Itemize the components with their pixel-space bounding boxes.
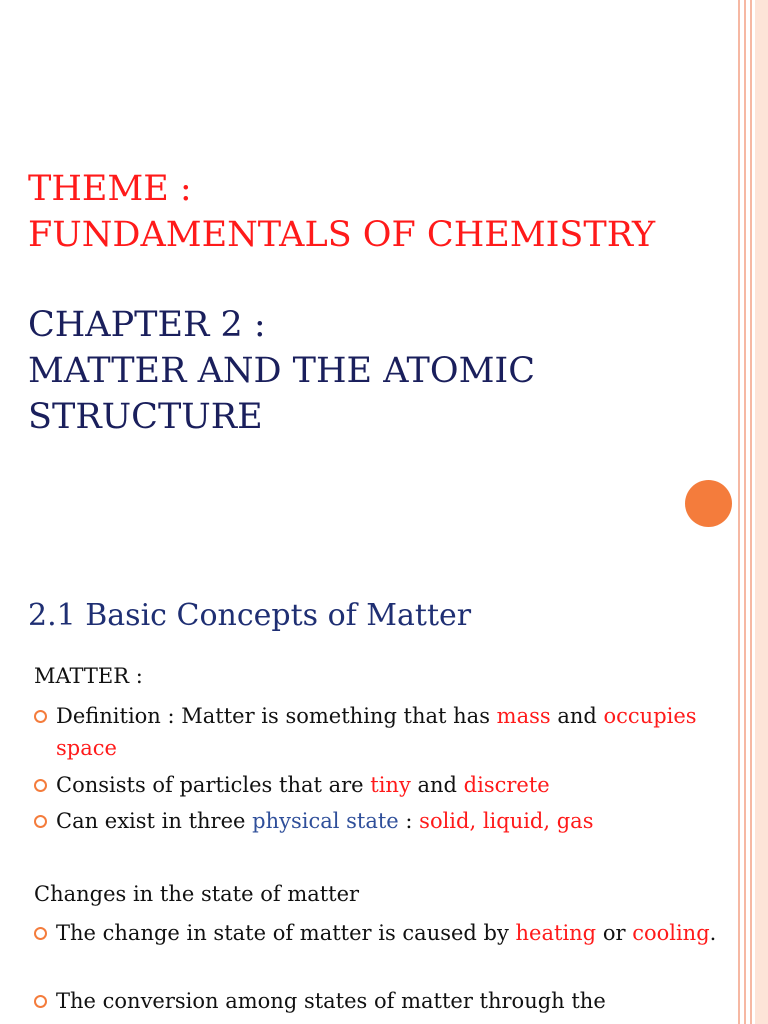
orange-ring-bullet-icon	[34, 779, 47, 792]
chapter-number: CHAPTER 2 :	[28, 305, 266, 345]
decorative-stripe	[744, 0, 746, 1024]
orange-ring-bullet-icon	[34, 815, 47, 828]
list-item	[34, 805, 724, 837]
list-item	[34, 769, 724, 801]
decorative-stripe	[750, 0, 752, 1024]
matter-label: MATTER :	[34, 664, 143, 688]
orange-circle-icon	[685, 480, 732, 527]
chapter-name-line-1: MATTER AND THE ATOMIC	[28, 351, 536, 391]
bullet-text: Definition : Matter is something that has mass and occupies space	[56, 704, 697, 760]
bullet-text: The conversion among states of matter through the	[56, 989, 606, 1013]
decorative-stripe	[755, 0, 768, 1024]
chapter-name-line-2: STRUCTURE	[28, 397, 263, 437]
theme-title	[28, 166, 655, 258]
bullet-text: The change in state of matter is caused by heating or cooling.	[56, 921, 717, 945]
list-item	[34, 985, 724, 1017]
list-item	[34, 917, 724, 949]
changes-label: Changes in the state of matter	[34, 882, 360, 906]
theme-line: THEME :	[28, 169, 192, 209]
theme-name: FUNDAMENTALS OF CHEMISTRY	[28, 215, 656, 255]
section-heading: 2.1 Basic Concepts of Matter	[28, 598, 472, 633]
decorative-stripe	[738, 0, 740, 1024]
list-item	[34, 700, 724, 764]
chapter-title	[28, 302, 535, 440]
bullet-text: Can exist in three physical state : solid, liquid, gas	[56, 809, 594, 833]
orange-ring-bullet-icon	[34, 710, 47, 723]
bullet-text: Consists of particles that are tiny and discrete	[56, 773, 550, 797]
orange-ring-bullet-icon	[34, 995, 47, 1008]
orange-ring-bullet-icon	[34, 927, 47, 940]
